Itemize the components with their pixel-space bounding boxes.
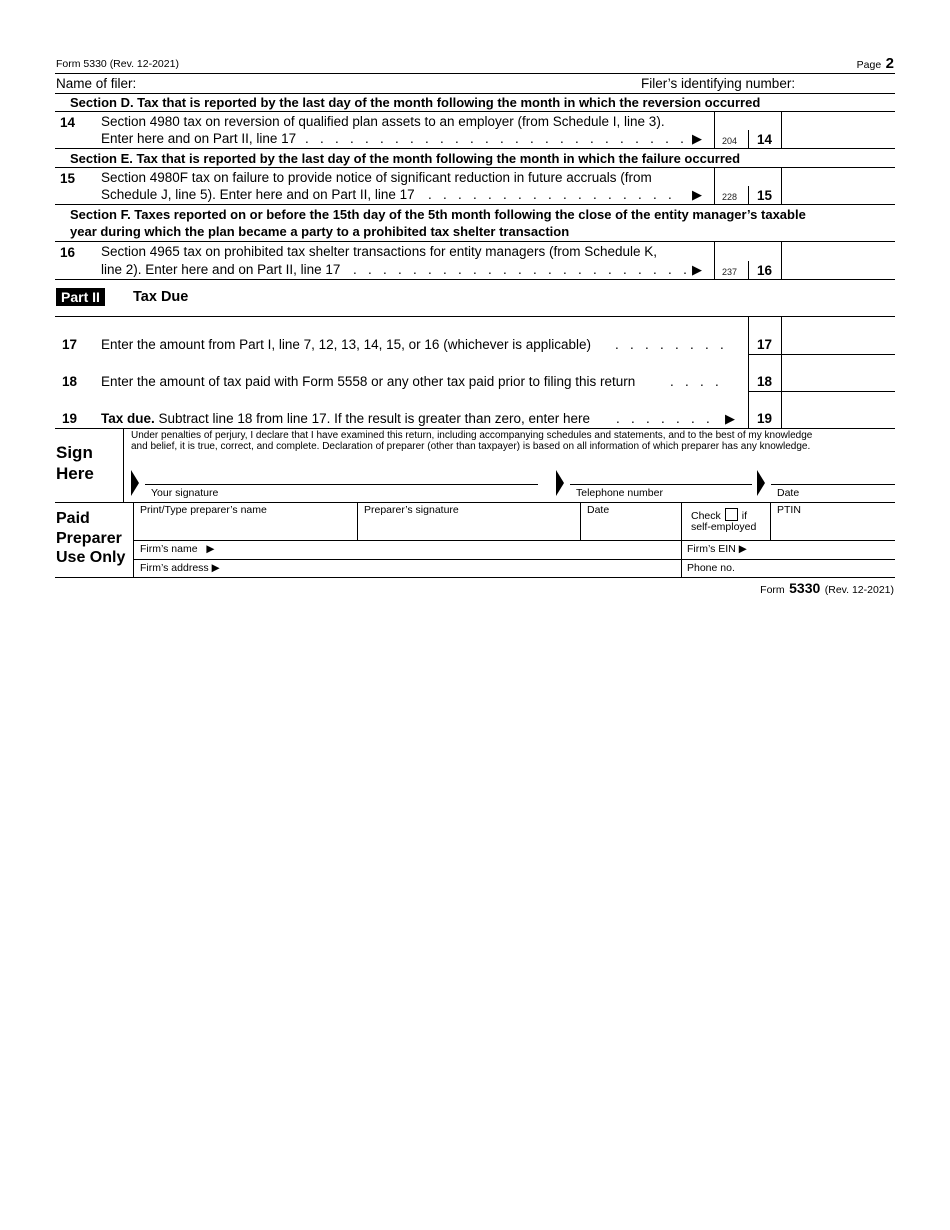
phone-field[interactable] xyxy=(745,560,895,577)
firm-name-arrow-icon: ▶ xyxy=(206,543,215,555)
line-16-amount-field[interactable] xyxy=(782,242,895,278)
line-19-text: Subtract line 18 from line 17. If the result is greater than zero, enter here xyxy=(158,411,591,426)
line-14-text-1: Section 4980 tax on reversion of qualified plan assets to an employer (from Schedule I, line 3). xyxy=(101,114,665,129)
line-16-code: 237 xyxy=(722,267,738,277)
line-14-arrow-icon: ▶ xyxy=(692,131,702,146)
your-signature-field[interactable] xyxy=(145,462,538,484)
line-17-number: 17 xyxy=(62,337,78,352)
preparer-signature-label: Preparer’s signature xyxy=(364,504,459,516)
filer-id-field[interactable] xyxy=(805,75,893,92)
ptin-field[interactable] xyxy=(771,517,895,539)
line-17-text: Enter the amount from Part I, line 7, 12, 13, 14, 15, or 16 (whichever is applicable) xyxy=(101,337,592,352)
line-14-leader-dots: . . . . . . . . . . . . . . . . . . . . . . . . . . xyxy=(305,131,684,146)
name-of-filer-label: Name of filer: xyxy=(56,76,137,91)
preparer-date-field[interactable] xyxy=(581,517,681,539)
line-15-amount-field[interactable] xyxy=(782,168,895,203)
firm-address-arrow-icon: ▶ xyxy=(211,562,220,574)
firm-ein-row xyxy=(687,543,747,555)
section-f-title-2: year during which the plan became a party to a prohibited tax shelter transaction xyxy=(70,224,570,239)
line-19-leader-dots: . . . . . . . xyxy=(616,411,710,426)
self-employed-check-row xyxy=(691,508,747,522)
section-e-title: Section E. Tax that is reported by the last day of the month following the month in which the failure occurred xyxy=(70,151,741,166)
firm-ein-field[interactable] xyxy=(760,541,895,558)
check-if-label: if xyxy=(741,510,748,522)
penalty-text-1: Under penalties of perjury, I declare that I have examined this return, including accompanying schedules and statements, and to the best of my knowledge xyxy=(131,430,813,441)
section-d-title: Section D. Tax that is reported by the last day of the month following the month in which the reversion occurred xyxy=(70,95,761,110)
phone-label: Phone no. xyxy=(687,562,735,574)
sign-date-label: Date xyxy=(777,487,800,499)
preparer-signature-field[interactable] xyxy=(358,517,580,539)
line-15-text-2: Schedule J, line 5). Enter here and on Part II, line 17 xyxy=(101,187,415,202)
sign-label-1: Sign xyxy=(56,443,93,462)
part-2-title: Tax Due xyxy=(133,289,189,305)
preparer-name-label: Print/Type preparer’s name xyxy=(140,504,267,516)
line-18-box-label: 18 xyxy=(757,374,773,389)
line-18-number: 18 xyxy=(62,374,78,389)
check-label: Check xyxy=(691,510,721,522)
line-17-amount-field[interactable] xyxy=(782,317,895,353)
sign-arrow-icon xyxy=(131,470,139,496)
line-14-code: 204 xyxy=(722,136,738,146)
page-number: 2 xyxy=(885,55,894,72)
firm-address-row xyxy=(140,562,220,574)
line-19-number: 19 xyxy=(62,411,78,426)
sign-date-field[interactable] xyxy=(771,462,895,484)
firm-name-row xyxy=(140,543,214,555)
line-19-arrow-icon: ▶ xyxy=(725,411,735,426)
line-15-box-label: 15 xyxy=(757,188,773,203)
penalty-text-2: and belief, it is true, correct, and complete. Declaration of preparer (other than taxpayer) is based on all information of which preparer has any knowledge. xyxy=(131,441,811,452)
footer-form-id xyxy=(760,580,894,598)
filer-id-label: Filer’s identifying number: xyxy=(641,76,796,91)
firm-address-field[interactable] xyxy=(230,560,680,577)
firm-ein-label: Firm’s EIN xyxy=(687,543,736,555)
line-14-amount-field[interactable] xyxy=(782,112,895,147)
line-16-box-label: 16 xyxy=(757,263,773,278)
self-employed-label: self-employed xyxy=(691,521,757,533)
line-16-number: 16 xyxy=(60,245,76,260)
footer-form-number: 5330 xyxy=(789,580,821,596)
line-16-leader-dots: . . . . . . . . . . . . . . . . . . . . . . . xyxy=(353,262,687,277)
sign-label-2: Here xyxy=(56,464,94,483)
preparer-label-2: Preparer xyxy=(56,530,122,547)
line-19-box-label: 19 xyxy=(757,411,773,426)
line-15-arrow-icon: ▶ xyxy=(692,187,702,202)
line-15-code: 228 xyxy=(722,192,738,202)
preparer-date-label: Date xyxy=(587,504,610,516)
line-19-text-wrap xyxy=(101,411,590,426)
line-18-amount-field[interactable] xyxy=(782,355,895,391)
line-18-text: Enter the amount of tax paid with Form 5558 or any other tax paid prior to filing this return xyxy=(101,374,636,389)
line-16-text-2: line 2). Enter here and on Part II, line 17 xyxy=(101,262,341,277)
line-14-text-2: Enter here and on Part II, line 17 xyxy=(101,131,297,146)
self-employed-checkbox[interactable] xyxy=(725,508,738,521)
your-signature-label: Your signature xyxy=(151,487,219,499)
line-17-leader-dots: . . . . . . . . xyxy=(615,337,724,352)
line-16-arrow-icon: ▶ xyxy=(692,262,702,277)
line-19-bold-lead: Tax due. xyxy=(101,411,155,426)
preparer-label-1: Paid xyxy=(56,510,90,527)
firm-ein-arrow-icon: ▶ xyxy=(738,543,747,555)
line-14-number: 14 xyxy=(60,115,76,130)
telephone-label: Telephone number xyxy=(576,487,663,499)
line-15-number: 15 xyxy=(60,171,76,186)
preparer-name-field[interactable] xyxy=(134,517,357,539)
line-16-text-1: Section 4965 tax on prohibited tax shelter transactions for entity managers (from Schedule K, xyxy=(101,244,658,259)
form-id: Form 5330 (Rev. 12-2021) xyxy=(56,58,179,70)
preparer-label-3: Use Only xyxy=(56,549,126,566)
part-2-badge: Part II xyxy=(56,288,105,306)
firm-address-label: Firm’s address xyxy=(140,562,209,574)
line-17-box-label: 17 xyxy=(757,337,773,352)
name-of-filer-field[interactable] xyxy=(140,75,640,92)
line-15-text-1: Section 4980F tax on failure to provide notice of significant reduction in future accruals (from xyxy=(101,170,652,185)
ptin-label: PTIN xyxy=(777,504,801,516)
footer-rev: (Rev. 12-2021) xyxy=(824,584,894,596)
telephone-field[interactable] xyxy=(570,462,752,484)
line-18-leader-dots: . . . . xyxy=(670,374,719,389)
footer-form-word: Form xyxy=(760,584,785,596)
page-indicator xyxy=(857,55,894,73)
line-15-leader-dots: . . . . . . . . . . . . . . . . . xyxy=(428,187,672,202)
date-arrow-icon xyxy=(757,470,765,496)
firm-name-label: Firm’s name xyxy=(140,543,198,555)
telephone-arrow-icon xyxy=(556,470,564,496)
line-14-box-label: 14 xyxy=(757,132,773,147)
firm-name-field[interactable] xyxy=(230,541,680,558)
page-label: Page xyxy=(856,59,882,71)
section-f-title-1: Section F. Taxes reported on or before the 15th day of the 5th month following the close of the entity manager’s taxable xyxy=(70,207,806,222)
line-19-amount-field[interactable] xyxy=(782,392,895,427)
